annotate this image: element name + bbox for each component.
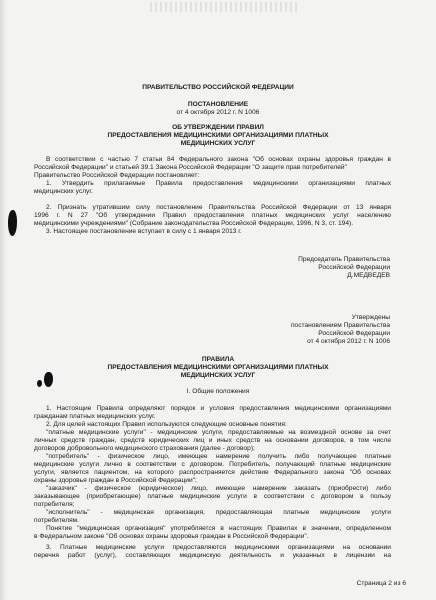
section-heading: I. Общие положения [186, 388, 250, 395]
para-2-line-8: охраны здоровья граждан в Российской Федерации"; [34, 477, 197, 484]
para-2-line-9: "заказчик" - физическое (юридическое) лицо, имеющее намерение заказать (приобрести) либо [46, 485, 391, 492]
para-3-line-1: 3. Платные медицинские услуги предоставляются медицинскими организациями на основании [46, 544, 391, 551]
page-number: Страница 2 из 6 [356, 580, 406, 587]
item-1-line-1: 1. Утвердить прилагаемые Правила предоставления медицинскими организациями платных [46, 180, 391, 187]
preamble-line-2: Российской Федерации" и статьей 39.1 Закона Российской Федерации "О защите прав потребителей" [34, 164, 347, 171]
doc-title-line-3: МЕДИЦИНСКИХ УСЛУГ [180, 140, 256, 147]
ink-blot-3 [37, 380, 42, 387]
item-2-line-3: медицинскими учреждениями" (Собрание законодательства Российской Федерации, 1996, N 3, ст. 194). [34, 220, 354, 227]
rules-title-line-1: ПРАВИЛА [201, 356, 235, 363]
para-2-line-2: "платные медицинские услуги" - медицинские услуги, предоставляемые на возмездной основе за счет [46, 429, 391, 436]
para-2-line-3: личных средств граждан, средств юридических лиц и иных средств на основании договоров, в том числе [34, 437, 391, 444]
para-2-line-12: "исполнитель" - медицинская организация, предоставляющая платные медицинские услуги [46, 509, 391, 516]
para-2-line-13: потребителям. [34, 517, 80, 524]
preamble-line-3: Правительство Российской Федерации постановляет: [34, 172, 200, 179]
government-name: ПРАВИТЕЛЬСТВО РОССИЙСКОЙ ФЕДЕРАЦИИ [142, 84, 294, 91]
signature-line-1: Председатель Правительства [298, 256, 390, 263]
signature-name: Д.МЕДВЕДЕВ [347, 272, 390, 279]
para-2-line-15: в Федеральном законе "Об основах охраны здоровья граждан в Российской Федерации". [34, 533, 309, 540]
para-2-line-1: 2. Для целей настоящих Правил используются следующие основные понятия: [46, 421, 287, 428]
doc-type: ПОСТАНОВЛЕНИЕ [187, 101, 249, 108]
approval-line-1: Утверждены [351, 314, 390, 321]
doc-title-line-2: ПРЕДОСТАВЛЕНИЯ МЕДИЦИНСКИМИ ОРГАНИЗАЦИЯМИ ПЛАТНЫХ [107, 132, 329, 139]
item-2-line-2: 1996 г. N 27 "Об утверждении Правил предоставления платных медицинских услуг населению [34, 212, 391, 219]
approval-line-2: постановлением Правительства [290, 322, 390, 329]
para-3-line-2: перечня работ (услуг), составляющих медицинскую деятельность и указанных в лицензии на [34, 552, 391, 559]
para-1-line-1: 1. Настоящие Правила определяют порядок и условия предоставления медицинскими организациями [46, 405, 391, 412]
rules-title-line-3: МЕДИЦИНСКИХ УСЛУГ [180, 372, 256, 379]
para-2-line-10: заказывающее (приобретающее) платные медицинские услуги в соответствии с договором в пользу [34, 493, 391, 500]
para-2-line-14: Понятие "медицинская организация" употребляется в настоящих Правилах в значении, определенном [46, 525, 391, 532]
para-2-line-5: "потребитель" - физическое лицо, имеющее намерение получить либо получающее платные [46, 453, 391, 460]
rules-title-line-2: ПРЕДОСТАВЛЕНИЯ МЕДИЦИНСКИМИ ОРГАНИЗАЦИЯМИ ПЛАТНЫХ [107, 364, 329, 371]
para-2-line-4: договоров добровольного медицинского страхования (далее - договор); [34, 445, 255, 452]
item-2-line-1: 2. Признать утратившим силу постановление Правительства Российской Федерации от 13 января [46, 204, 391, 211]
para-2-line-6: медицинские услуги лично в соответствии с договором. Потребитель, получающий платные медицинские [34, 461, 391, 468]
scan-noise-top [150, 2, 300, 12]
signature-line-2: Российской Федерации [318, 264, 390, 271]
para-2-line-7: услуги, является пациентом, на которого распространяется действие Федерального закона "Об основах [34, 469, 391, 476]
item-1-line-2: медицинских услуг. [34, 188, 93, 195]
approval-line-4: от 4 октября 2012 г. N 1006 [307, 338, 390, 345]
ink-blot-1 [8, 210, 17, 236]
doc-date: от 4 октября 2012 г. N 1006 [176, 109, 260, 116]
para-1-line-2: гражданам платных медицинских услуг. [34, 413, 156, 420]
doc-title-line-1: ОБ УТВЕРЖДЕНИИ ПРАВИЛ [172, 124, 264, 131]
item-3-line-1: 3. Настоящее постановление вступает в силу с 1 января 2013 г. [46, 228, 242, 235]
approval-line-3: Российской Федерации [318, 330, 390, 337]
preamble-line-1: В соответствии с частью 7 статьи 84 Федерального закона "Об основах охраны здоровья граждан в [46, 156, 391, 163]
para-2-line-11: потребителя; [34, 501, 75, 508]
